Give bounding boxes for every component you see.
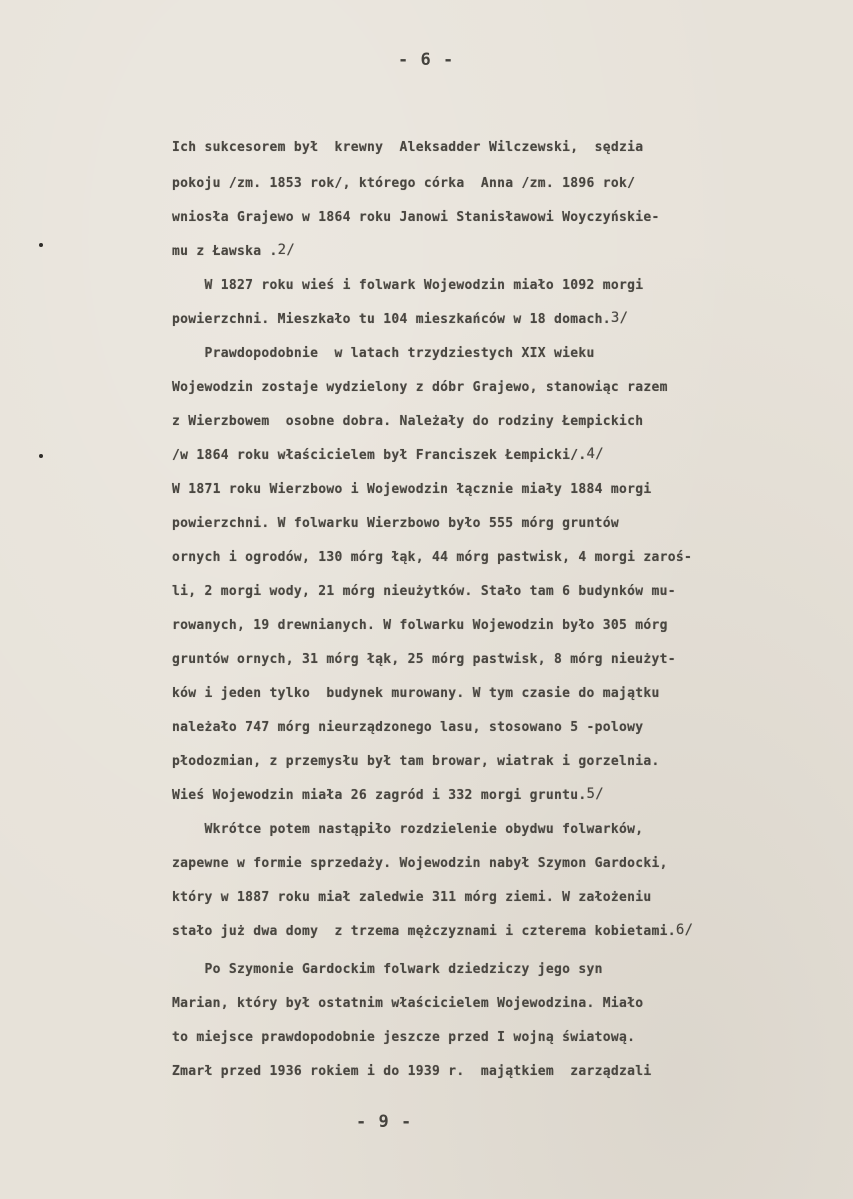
footnote-ref: 3/ bbox=[610, 310, 629, 326]
text-line: gruntów ornych, 31 mórg łąk, 25 mórg pastwisk, 8 mórg nieużyt- bbox=[172, 652, 676, 667]
footnote-ref: 5/ bbox=[586, 786, 604, 802]
text-line-with-footnote: /w 1864 roku właścicielem był Franciszek Łempicki/.$^{4/}$ bbox=[172, 446, 604, 463]
text-line: Wojewodzin zostaje wydzielony z dóbr Grajewo, stanowiąc razem bbox=[172, 380, 668, 395]
margin-dot bbox=[39, 454, 43, 458]
text-line: z Wierzbowem osobne dobra. Należały do rodziny Łempickich bbox=[172, 414, 644, 429]
text-line: Zmarł przed 1936 rokiem i do 1939 r. majątkiem zarządzali bbox=[172, 1064, 652, 1079]
text-line-with-footnote: mu z Ławska .$^{2/}$ bbox=[172, 242, 296, 259]
text-line: pokoju /zm. 1853 rok/, którego córka Anna /zm. 1896 rok/ bbox=[172, 176, 636, 191]
text-line: ornych i ogrodów, 130 mórg łąk, 44 mórg pastwisk, 4 morgi zaroś- bbox=[172, 550, 693, 565]
footnote-ref: 6/ bbox=[675, 922, 694, 938]
page-number-bottom: - 9 - bbox=[356, 1112, 413, 1132]
text-line: Wkrótce potem nastąpiło rozdzielenie obydwu folwarków, bbox=[172, 822, 644, 837]
text-line: li, 2 morgi wody, 21 mórg nieużytków. Stało tam 6 budynków mu- bbox=[172, 584, 676, 599]
text-line-with-footnote: powierzchni. Mieszkało tu 104 mieszkańców w 18 domach.$^{3/}$ bbox=[172, 310, 629, 327]
text-line: Prawdopodobnie w latach trzydziestych XIX wieku bbox=[172, 346, 595, 361]
text-line: Ich sukcesorem był krewny Aleksadder Wilczewski, sędzia bbox=[172, 140, 644, 155]
text-line: płodozmian, z przemysłu był tam browar, wiatrak i gorzelnia. bbox=[172, 754, 660, 769]
text-line: to miejsce prawdopodobnie jeszcze przed I wojną światową. bbox=[172, 1030, 636, 1045]
text-line: Marian, który był ostatnim właścicielem Wojewodzina. Miało bbox=[172, 996, 644, 1011]
text-line: należało 747 mórg nieurządzonego lasu, stosowano 5 -polowy bbox=[172, 720, 644, 735]
text-line-with-footnote: Wieś Wojewodzin miała 26 zagród i 332 morgi gruntu.$^{5/}$ bbox=[172, 786, 604, 803]
text-line: zapewne w formie sprzedaży. Wojewodzin nabył Szymon Gardocki, bbox=[172, 856, 668, 871]
footnote-ref: 4/ bbox=[586, 446, 604, 462]
text-line: W 1871 roku Wierzbowo i Wojewodzin łącznie miały 1884 morgi bbox=[172, 482, 652, 497]
text-line-with-footnote: stało już dwa domy z trzema mężczyznami i czterema kobietami.$^{6/}$ bbox=[172, 922, 694, 939]
page-number-top: - 6 - bbox=[398, 50, 455, 70]
text-line: rowanych, 19 drewnianych. W folwarku Wojewodzin było 305 mórg bbox=[172, 618, 668, 633]
text-line: powierzchni. W folwarku Wierzbowo było 555 mórg gruntów bbox=[172, 516, 619, 531]
text-line: W 1827 roku wieś i folwark Wojewodzin miało 1092 morgi bbox=[172, 278, 644, 293]
text-line: Po Szymonie Gardockim folwark dziedziczy jego syn bbox=[172, 962, 603, 977]
text-line: ków i jeden tylko budynek murowany. W tym czasie do majątku bbox=[172, 686, 660, 701]
margin-dot bbox=[39, 243, 43, 247]
text-line: wniosła Grajewo w 1864 roku Janowi Stanisławowi Woyczyńskie- bbox=[172, 210, 660, 225]
footnote-ref: 2/ bbox=[277, 242, 296, 258]
text-line: który w 1887 roku miał zaledwie 311 mórg ziemi. W założeniu bbox=[172, 890, 652, 905]
